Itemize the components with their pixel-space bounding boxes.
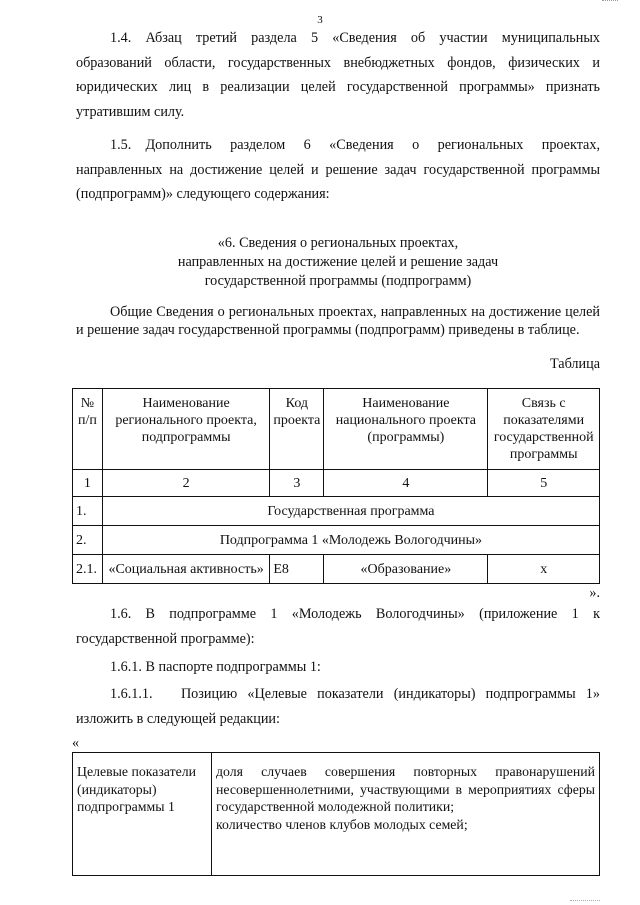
header-national-project: Наименование национального проекта (программы)	[324, 389, 488, 470]
header-indicator-link: Связь с показателями государственной программы	[488, 389, 600, 470]
section-6-heading-line-2: направленных на достижение целей и решение задач	[177, 254, 499, 270]
scan-artifact-top	[602, 0, 618, 1]
row-number: 1.	[73, 497, 103, 526]
table-row	[73, 555, 600, 584]
table-row	[73, 497, 600, 526]
indicator-line: количество членов клубов молодых семей;	[216, 816, 468, 832]
column-number: 2	[102, 470, 270, 497]
indicators-table	[72, 752, 600, 876]
page-number: 3	[317, 14, 323, 26]
scan-artifact-bottom	[570, 900, 600, 901]
row-project-code: Е8	[270, 555, 324, 584]
row-number: 2.1.	[73, 555, 103, 584]
table-row	[73, 753, 600, 876]
paragraph-1-6-1: 1.6.1. В паспорте подпрограммы 1:	[110, 659, 321, 675]
column-number: 5	[488, 470, 600, 497]
header-num: № п/п	[73, 389, 103, 470]
row-project-name: «Социальная активность»	[102, 555, 270, 584]
header-project-code: Код проекта	[270, 389, 324, 470]
section-6-heading-line-3: государственной программы (подпрограмм)	[204, 273, 472, 289]
column-number: 1	[73, 470, 103, 497]
section-6-general-text: Общие Сведения о региональных проектах, направленных на достижение целей и решение задач государственной программы (подпрограмм) приведены в таблице.	[76, 304, 600, 338]
section-6-heading-line-1: «6. Сведения о региональных проектах,	[217, 235, 459, 251]
paragraph-1-6-1-1: 1.6.1.1. Позицию «Целевые показатели (индикаторы) подпрограммы 1» изложить в следующей редакции:	[76, 686, 600, 727]
closing-quote: ».	[589, 585, 600, 601]
table-row	[73, 526, 600, 555]
table-column-numbers-row	[73, 470, 600, 497]
table-header-row	[73, 389, 600, 470]
row-state-program: Государственная программа	[102, 497, 599, 526]
paragraph-1-5: 1.5. Дополнить разделом 6 «Сведения о региональных проектах, направленных на достижение целей и решение задач государственной программы (подпрограмм)» следующего содержания:	[76, 137, 600, 202]
row-subprogram: Подпрограмма 1 «Молодежь Вологодчины»	[102, 526, 599, 555]
indicator-line: доля случаев совершения повторных правонарушений несовершеннолетними, участвующими в мероприятиях сферы государственной молодежной политики;	[216, 764, 595, 814]
regional-projects-table	[72, 388, 600, 584]
header-project-name: Наименование регионального проекта, подпрограммы	[102, 389, 270, 470]
indicators-values	[212, 753, 600, 876]
row-national-project: «Образование»	[324, 555, 488, 584]
paragraph-1-6: 1.6. В подпрограмме 1 «Молодежь Вологодчины» (приложение 1 к государственной программе):	[76, 606, 600, 647]
table-label: Таблица	[549, 356, 600, 372]
row-number: 2.	[73, 526, 103, 555]
column-number: 3	[270, 470, 324, 497]
section-6-heading	[76, 234, 600, 291]
paragraph-1-4: 1.4. Абзац третий раздела 5 «Сведения об участии муниципальных образований области, государственных внебюджетных фондов, физических и юридических лиц в реализации целей государственной программы» признать утратившим силу.	[76, 30, 600, 120]
opening-quote: «	[72, 735, 80, 751]
row-indicator-link: х	[488, 555, 600, 584]
column-number: 4	[324, 470, 488, 497]
indicators-label: Целевые показатели (индикаторы) подпрограммы 1	[73, 753, 212, 876]
